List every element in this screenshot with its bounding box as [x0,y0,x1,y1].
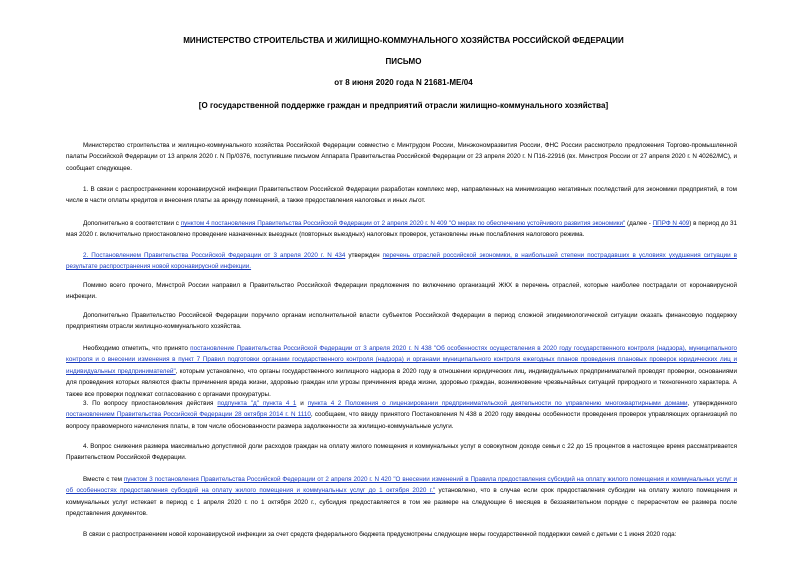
link-ppf-409-point-4[interactable]: пунктом 4 постановления Правительства Российской Федерации от 2 апреля 2020 г. N 409 "О мерах по обеспечению устойчивого развития экономики" [180,220,626,227]
paragraph-intro: Министерство строительства и жилищно-коммунального хозяйства Российской Федерации совместно с Минтрудом России, Минэкономразвития России, ФНС России рассмотрело предложения Торгово-промышленной палаты Российской Федерации от 13 апреля 2020 г. N Пр/0376, поступившие письмом Аппарата Правительства Российской Федерации от 23 апреля 2020 г. N П16-22916 (вх. Минстроя России от 27 апреля 2020 г. N 40262/МС), и сообщает следующее. [66,142,737,172]
paragraph-1: 1. В связи с распространением коронавирусной инфекции Правительством Российской Федерации разработан комплекс мер, направленных на минимизацию негативных последствий для экономики предприятий, в том числе в части оплаты кредитов и внесения платы за аренду помещений, а также предоставления налоговых и иных льгот. [66,186,737,205]
text: Вместе с тем [83,476,124,483]
link-podpunkt-d-4-1[interactable]: подпункта "д" пункта 4_1 [217,400,297,407]
ministry-heading: МИНИСТЕРСТВО СТРОИТЕЛЬСТВА И ЖИЛИЩНО-КОММУНАЛЬНОГО ХОЗЯЙСТВА РОССИЙСКОЙ ФЕДЕРАЦИИ [183,36,624,45]
text: ) в период до 31 мая 2020 г. включительно приостановлено проведение назначенных выездных (повторных выездных) налоговых проверок, установлены иные послабления налогового режима. [66,220,737,239]
paragraph-4: 4. Вопрос снижения размера максимально допустимой доли расходов граждан на оплату жилого помещения и коммунальных услуг в совокупном доходе семьи с 22 до 15 процентов в настоящее время рассматривается Правительством Российской Федерации. [66,443,737,462]
link-perechen-otrasley[interactable]: перечень отраслей российской экономики, в наибольшей степени пострадавших в условиях ухудшения ситуации в результате распространения новой коронавирусной инфекции. [66,252,737,271]
paragraph-financial-support: Дополнительно Правительство Российской Федерации поручило органам исполнительной власти субъектов Российской Федерации в период сложной эпидемиологической ситуации оказать финансовую поддержку предприятиям отрасли жилищно-коммунального хозяйства. [66,312,737,331]
document-subject: [О государственной поддержке граждан и предприятий отрасли жилищно-коммунального хозяйства] [198,101,609,110]
document-date-number: от 8 июня 2020 года N 21681-МЕ/04 [334,78,473,87]
link-postanovlenie-434[interactable]: 2. Постановлением Правительства Российской Федерации от 3 апреля 2020 г. N 434 [83,252,346,259]
text: , сообщаем, что ввиду принятого Постановления N 438 в 2020 году введены особенности проведения проверок управляющих организаций по вопросу правомерного начисления платы, в том числе обоснованности размера задолженности за жилищно-коммунальные услуги. [66,411,737,430]
text: 3. По вопросу приостановления действия [83,400,218,407]
text: Дополнительно в соответствии с [83,220,181,227]
link-postanovlenie-420[interactable]: пунктом 3 постановления Правительства Российской Федерации от 2 апреля 2020 г. N 420 "О внесении изменений в Правила предоставления субсидий на оплату жилого помещения и коммунальных услуг и об особенностях предоставления субсидий на оплату жилого помещения и коммунальных услуг до 1 октября 2020 г." [66,476,737,495]
paragraph-2 [66,250,737,273]
text: , утвержденного [687,400,738,407]
paragraph-minstroy-proposals: Помимо всего прочего, Минстрой России направил в Правительство Российской Федерации предложения по включению организаций ЖКХ в перечень отраслей, которые наиболее пострадали от коронавирусной инфекции. [66,282,737,301]
text: установлено, что в случае если срок предоставления субсидии на оплату жилого помещения и коммунальных услуг истекает в период с 1 апреля 2020 г. по 1 октября 2020 г., субсидия предоставляется в том же размере на следующие 6 месяцев в беззаявительном порядке с перерасчетом ее размера после представления документов. [66,487,737,518]
link-postanovlenie-438[interactable]: постановление Правительства Российской Федерации от 3 апреля 2020 г. N 438 "Об особенностях осуществления в 2020 году государственного контроля (надзора), муниципального контроля и о внесении изменения в пункт 7 Правил подготовки органами государственного контроля (надзора) и органами муниципального контроля ежегодных планов проведения плановых проверок юридических лиц и индивидуальных предпринимателей" [66,345,738,375]
paragraph-subsidies [66,474,737,520]
text: утвержден [345,252,383,259]
document-type: ПИСЬМО [385,57,422,66]
link-ppf-409[interactable]: ППРФ N 409 [652,220,690,227]
text: Необходимо отметить, что принято [83,345,191,352]
text: , которым установлено, что органы государственного жилищного надзора в 2020 году в отношении юридических лиц, индивидуальных предпринимателей проводят проверки, основаниями для проведения которых являются факты причинения вреда жизни, здоровью граждан или угрозы причинения вреда жизни, здоровью граждан, возникновение чрезвычайных ситуаций природного и техногенного характера. А также все проверки подлежат согласованию с органами прокуратуры. [66,367,737,398]
paragraph-additional [66,218,737,241]
paragraph-family-support: В связи с распространением новой коронавирусной инфекции за счет средств федерального бюджета предусмотрены следующие меры государственной поддержки семей с детьми с 1 июня 2020 года: [83,531,677,538]
paragraph-3 [66,398,737,432]
text: (далее - [625,220,653,227]
paragraph-control [66,343,737,400]
link-postanovlenie-1110[interactable]: постановлением Правительства Российской Федерации 28 октября 2014 г. N 1110 [66,411,311,419]
text: и [296,400,308,407]
link-polozhenie-licenzirovanie[interactable]: пункта 4_2 Положения о лицензировании предпринимательской деятельности по управлению многоквартирными домами [307,400,688,407]
